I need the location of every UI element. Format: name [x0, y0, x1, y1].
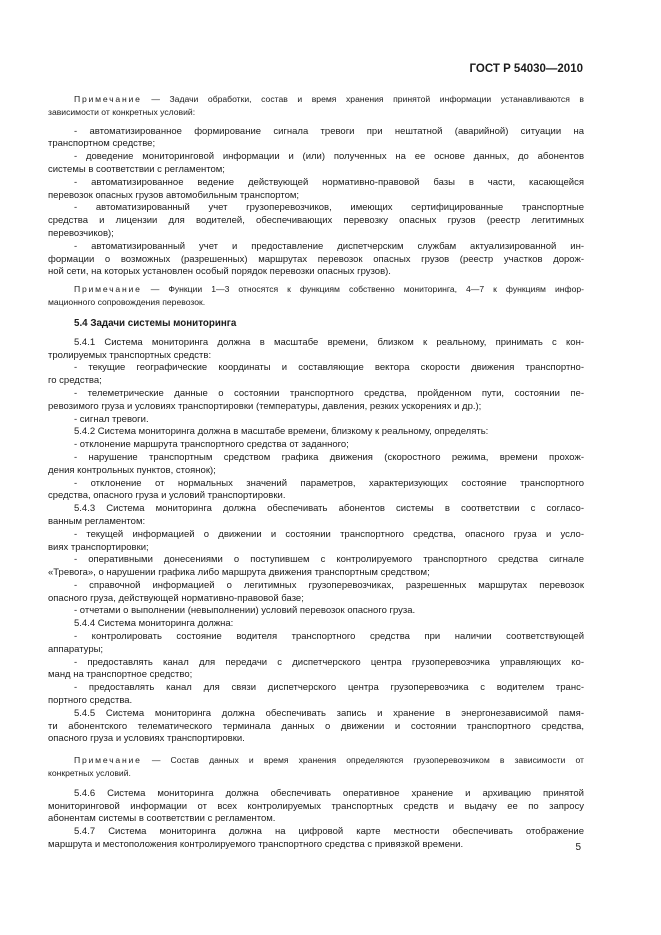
paragraph-line: маршрута и местоположения контролируемого транспортного средства с привязкой времени.	[48, 839, 464, 851]
paragraph-line: - текущие географические координаты и составляющие вектора скорости движения транспортно-	[74, 362, 584, 374]
list-item-cont: средства и лицензии для водителей, обеспечивающих перевозку опасных грузов (реестр легитимных	[48, 215, 584, 227]
paragraph-5-4-6	[48, 788, 584, 826]
note-text: — Задачи обработки, состав и время хранения принятой информации устанавливаются в	[141, 94, 584, 104]
note-line	[48, 754, 584, 767]
page-body	[48, 93, 584, 852]
paragraph-line: - отклонение от нормальных значений параметров, характеризующих состояние транспортного	[74, 477, 584, 489]
paragraph-line: тролируемых транспортных средств:	[48, 349, 212, 361]
note-line	[48, 93, 584, 106]
list-item-cont: формации о возможных (разрешенных) маршрутах перевозок опасных грузов (реестр участков дорож-	[48, 253, 584, 265]
paragraph-5-4-1	[48, 337, 584, 427]
paragraph-line: аппаратуры;	[48, 643, 104, 655]
paragraph-line: 5.4.5 Система мониторинга должна обеспечивать запись и хранение в энергонезависимой памя-	[74, 707, 584, 719]
note-1	[48, 93, 584, 119]
paragraph-5-4-7	[48, 826, 584, 852]
paragraph-line: - текущей информацией о движении и состоянии транспортного средства, опасного груза и усло-	[74, 528, 584, 540]
paragraph-line: - предоставлять канал для связи диспетчерского центра грузоперевозчика с водителем транс-	[74, 682, 584, 694]
list-item-cont: ной сети, на которых установлен особый порядок перевозки опасных грузов).	[48, 266, 391, 278]
note-line	[48, 283, 584, 296]
note-line: конкретных условий.	[48, 768, 131, 779]
list-item-cont: перевозок опасных грузов автомобильным транспортом;	[48, 189, 300, 201]
paragraph-line: 5.4.7 Система мониторинга должна на цифровой карте местности обеспечивать отображение	[74, 826, 584, 838]
paragraph-line: ти абонентского телематического терминала данных о движении и состоянии транспортного средства,	[48, 720, 584, 732]
note-line: мационного сопровождения перевозок.	[48, 296, 206, 307]
paragraph-5-4-4	[48, 618, 584, 708]
list-item: - автоматизированное ведение действующей нормативно-правовой базы в части, касающейся	[74, 176, 584, 188]
paragraph-line: 5.4.4 Система мониторинга должна:	[74, 618, 234, 630]
note-label: Примечание	[74, 94, 142, 104]
paragraph-line: 5.4.1 Система мониторинга должна в масштабе времени, близком к реальному, принимать с кон-	[74, 336, 584, 348]
page-number: 5	[575, 842, 581, 853]
section-heading: 5.4 Задачи системы мониторинга	[74, 317, 237, 329]
list-item-cont: транспортном средстве;	[48, 138, 156, 150]
paragraph-line: го средства;	[48, 375, 102, 387]
paragraph-line: - телеметрические данные о состоянии транспортного средства, пройденном пути, состоянии пе-	[74, 387, 584, 399]
paragraph-line: опасного груза, действующей нормативно-правовой базе;	[48, 592, 304, 604]
paragraph-line: дения контрольных пунктов, стоянок);	[48, 464, 216, 476]
document-number: ГОСТ Р 54030—2010	[469, 63, 583, 75]
paragraph-line: мониторинговой информации от всех контролируемых транспортных средств и выдачу ее по запросу	[48, 800, 584, 812]
paragraph-line: 5.4.6 Система мониторинга должна обеспечивать оперативное хранение и архивацию принятой	[74, 787, 584, 799]
paragraph-line: - отклонение маршрута транспортного средства от заданного;	[74, 439, 349, 451]
paragraph-line: манд на транспортное средство;	[48, 669, 193, 681]
paragraph-line: портного средства.	[48, 695, 133, 707]
paragraph-line: 5.4.3 Система мониторинга должна обеспечивать абонентов системы в соответствии с согласо-	[74, 503, 584, 515]
paragraph-line: абонентам системы в соответствии с регламентом.	[48, 813, 276, 825]
paragraph-line: ванным регламентом:	[48, 515, 146, 527]
paragraph-line: - отчетами о выполнении (невыполнении) условий перевозок опасного груза.	[74, 605, 416, 617]
paragraph-5-4-2	[48, 426, 584, 503]
paragraph-line: - оперативными донесениями о поступившем с контролируемого транспортного средства сигнале	[74, 554, 584, 566]
paragraph-line: - сигнал тревоги.	[74, 413, 149, 425]
note-3	[48, 754, 584, 780]
note-label: Примечание	[74, 284, 142, 295]
paragraph-5-4-5	[48, 708, 584, 746]
note-text: — Функции 1—3 относятся к функциям собственно мониторинга, 4—7 к функциям инфор-	[141, 284, 584, 295]
function-list	[48, 126, 584, 280]
paragraph-line: 5.4.2 Система мониторинга должна в масштабе времени, близкому к реальному, определять:	[74, 426, 489, 438]
list-item: - доведение мониторинговой информации и (или) полученных на ее основе данных, до абонентов	[74, 151, 584, 163]
paragraph-line: - нарушение транспортным средством графика движения (скоростного режима, времени прохож-	[74, 451, 584, 463]
paragraph-line: ревозимого груза и условиях транспортировки (температуры, давления, резких ускорениях и др.);	[48, 400, 482, 412]
paragraph-line: - контролировать состояние водителя транспортного средства при наличии соответствующей	[74, 631, 584, 643]
paragraph-line: виях транспортировки;	[48, 541, 149, 553]
list-item: - автоматизированный учет грузоперевозчиков, имеющих сертифицированные транспортные	[74, 202, 584, 214]
paragraph-5-4-3	[48, 503, 584, 618]
paragraph-line: «Тревога», о нарушении графика либо маршрута движения транспортным средством;	[48, 567, 430, 579]
note-text: — Состав данных и время хранения определяются грузоперевозчиком в зависимости от	[141, 755, 584, 766]
list-item-cont: системы в соответствии с регламентом;	[48, 163, 225, 175]
paragraph-line: - предоставлять канал для передачи с диспетчерского центра грузоперевозчика управляющих ко-	[74, 656, 584, 668]
note-label: Примечание	[74, 755, 142, 766]
paragraph-line: опасного груза и условиях транспортировки.	[48, 733, 245, 745]
paragraph-line: - справочной информацией о легитимных грузоперевозчиках, разрешенных маршрутах перевозок	[74, 579, 584, 591]
list-item: - автоматизированный учет и предоставление диспетчерским службам актуализированной ин-	[74, 240, 584, 252]
note-2	[48, 283, 584, 309]
note-line: зависимости от конкретных условий:	[48, 106, 196, 117]
list-item-cont: перевозчиков);	[48, 227, 114, 239]
list-item: - автоматизированное формирование сигнала тревоги при нештатной (аварийной) ситуации на	[74, 125, 584, 137]
paragraph-line: средства, опасного груза и условий транспортировки.	[48, 490, 286, 502]
